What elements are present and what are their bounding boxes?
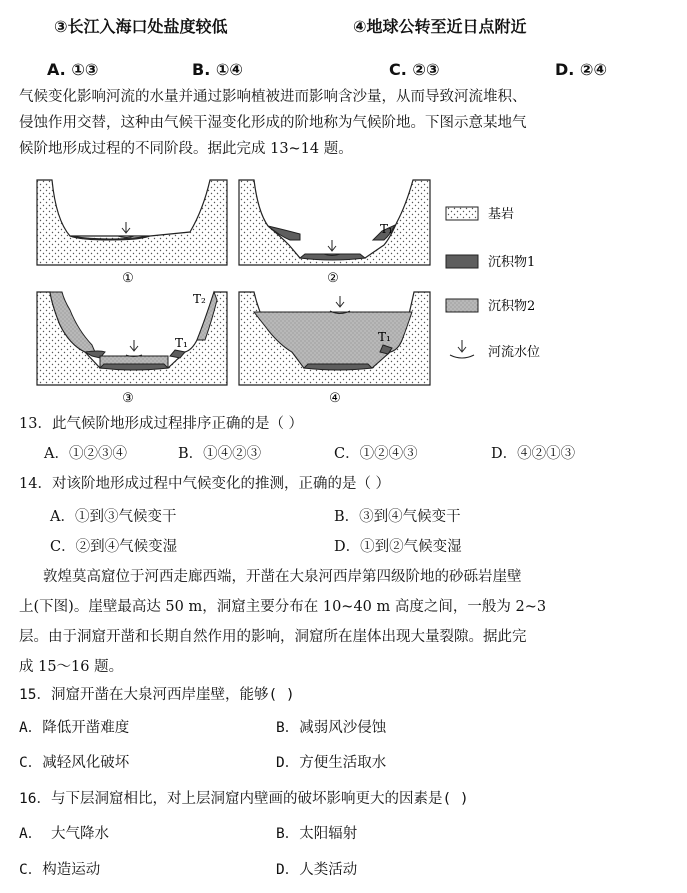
- panel-label-4: ④: [329, 391, 341, 406]
- passage2-line-4: 成 15～16 题。: [19, 659, 124, 675]
- q13-stem: 13．此气候阶地形成过程排序正确的是（ ）: [19, 416, 304, 432]
- legend-label-bedrock: 基岩: [488, 207, 515, 222]
- passage1-line-3: 候阶地形成过程的不同阶段。据此完成 13~14 题。: [19, 141, 353, 157]
- q14-option-d[interactable]: D．①到②气候变湿: [334, 539, 462, 555]
- panel-label-3: ③: [122, 391, 134, 406]
- prev-option-c: C. ②③: [389, 60, 440, 79]
- q13-option-c[interactable]: C．①②④③: [334, 446, 418, 462]
- terrace-figure: [0, 170, 687, 406]
- panel-1: [37, 180, 227, 286]
- passage1-line-2: 侵蚀作用交替，这种由气候干湿变化形成的阶地称为气候阶地。下图示意某地气: [19, 115, 527, 131]
- prev-option-b: B. ①④: [192, 60, 243, 79]
- q14-option-a[interactable]: A．①到③气候变干: [50, 509, 177, 525]
- panel-label-2: ②: [327, 271, 339, 286]
- terrace-label-t1-c: T₁: [378, 330, 391, 344]
- q15-option-a[interactable]: A．降低开凿难度: [19, 720, 130, 736]
- q15-option-c[interactable]: C．减轻风化破坏: [19, 755, 130, 771]
- panel-2: [239, 180, 430, 286]
- legend-label-sediment-1: 沉积物1: [488, 255, 536, 270]
- prev-item-3: ③长江入海口处盐度较低: [54, 17, 228, 36]
- legend: [446, 206, 540, 360]
- q16-option-a[interactable]: A． 大气降水: [19, 826, 109, 842]
- legend-swatch-sediment-1: [446, 255, 478, 268]
- q16-stem: 16．与下层洞窟相比，对上层洞窟内壁画的破坏影响更大的因素是( ): [19, 791, 469, 807]
- passage1-line-1: 气候变化影响河流的水量并通过影响植被进而影响含沙量，从而导致河流堆积、: [19, 89, 527, 105]
- panel-3: [37, 292, 227, 406]
- prev-option-d: D. ②④: [555, 60, 608, 79]
- terrace-label-t2: T₂: [193, 292, 206, 306]
- legend-label-sediment-2: 沉积物2: [488, 299, 536, 314]
- q14-stem: 14．对该阶地形成过程中气候变化的推测，正确的是（ ）: [19, 476, 391, 492]
- legend-swatch-sediment-2: [446, 299, 478, 312]
- legend-swatch-bedrock: [446, 207, 478, 220]
- q13-option-d[interactable]: D．④②①③: [491, 446, 576, 462]
- q14-option-c[interactable]: C．②到④气候变湿: [50, 539, 178, 555]
- q13-option-b[interactable]: B．①④②③: [178, 446, 262, 462]
- passage2-line-2: 上(下图)。崖壁最高达 50 m，洞窟主要分布在 10~40 m 高度之间，一般为 2~3: [19, 599, 547, 615]
- passage2-line-1: 敦煌莫高窟位于河西走廊西端，开凿在大泉河西岸第四级阶地的砂砾岩崖壁: [43, 569, 522, 585]
- terrace-label-t1-a: T₁: [380, 222, 393, 236]
- q15-stem: 15．洞窟开凿在大泉河西岸崖壁，能够( ): [19, 687, 295, 703]
- water-level-icon: [450, 340, 474, 358]
- q13-option-a[interactable]: A．①②③④: [44, 446, 127, 462]
- q16-option-c[interactable]: C．构造运动: [19, 862, 101, 878]
- panel-label-1: ①: [122, 271, 134, 286]
- q16-option-b[interactable]: B．太阳辐射: [276, 826, 358, 842]
- prev-item-4: ④地球公转至近日点附近: [353, 17, 527, 36]
- q15-option-d[interactable]: D．方便生活取水: [276, 755, 387, 771]
- prev-option-a: A. ①③: [47, 60, 99, 79]
- q15-option-b[interactable]: B．减弱风沙侵蚀: [276, 720, 387, 736]
- legend-label-water-level: 河流水位: [488, 345, 541, 360]
- passage2-line-3: 层。由于洞窟开凿和长期自然作用的影响，洞窟所在崖体出现大量裂隙。据此完: [19, 629, 527, 645]
- terrace-label-t1-b: T₁: [175, 336, 188, 350]
- q14-option-b[interactable]: B．③到④气候变干: [334, 509, 461, 525]
- panel-4: [239, 292, 430, 406]
- q16-option-d[interactable]: D．人类活动: [276, 862, 358, 878]
